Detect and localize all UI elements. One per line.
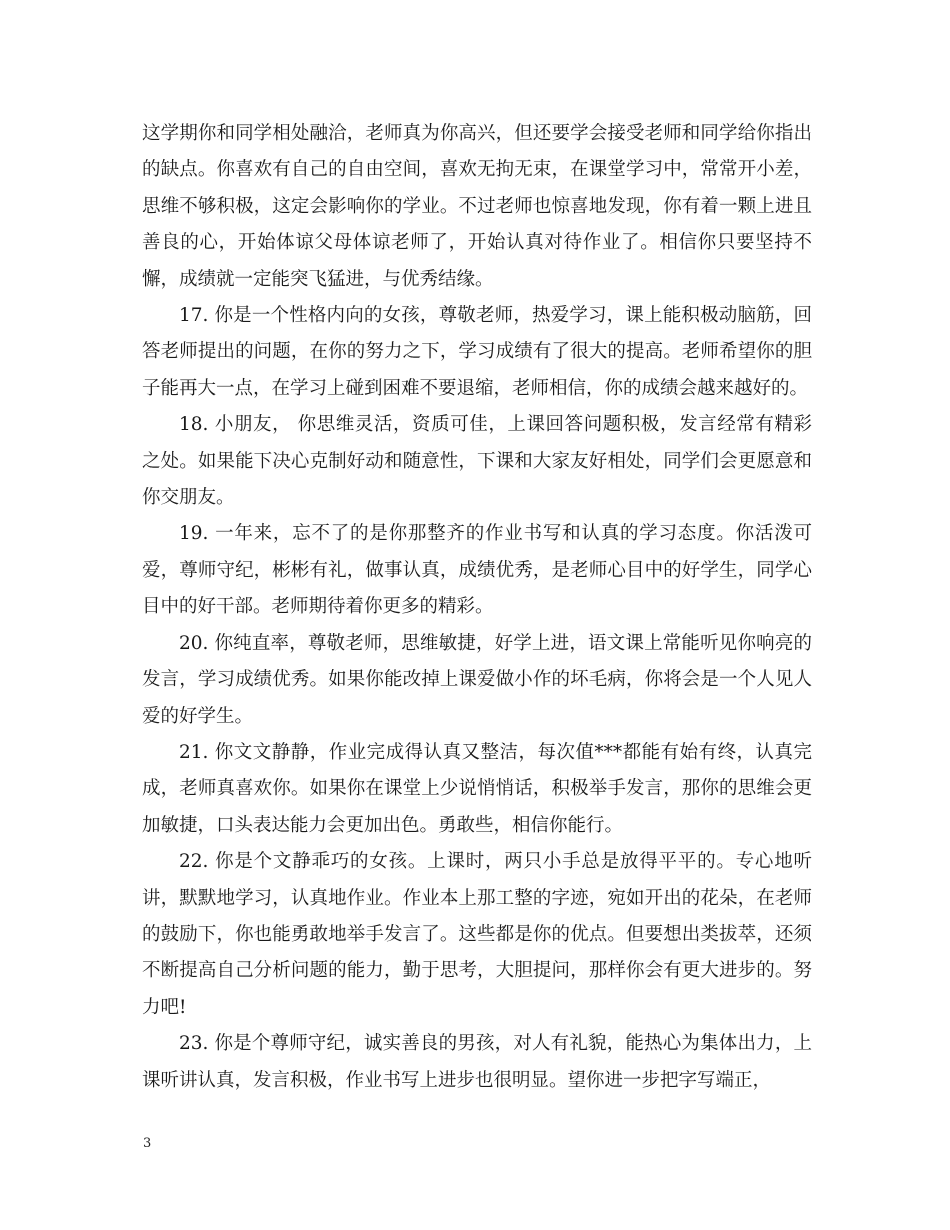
paragraph-item-22: 22. 你是个文静乖巧的女孩。上课时，两只小手总是放得平平的。专心地听讲，默默地学习，认真地作业。作业本上那工整的字迹，宛如开出的花朵，在老师的鼓励下，你也能勇敢地举手发言了。这些都是你的优点。但要想出类拔萃，还须不断提高自己分析问题的能力，勤于思考，大胆提问，那样你会有更大进步的。努力吧! <box>142 851 812 1018</box>
paragraph-continuation: 这学期你和同学相处融洽，老师真为你高兴，但还要学会接受老师和同学给你指出的缺点。你喜欢有自己的自由空间，喜欢无拘无束，在课堂学习中，常常开小差，思维不够积极，这定会影响你的学业。不过老师也惊喜地发现，你有着一颗上进且善良的心，开始体谅父母体谅老师了，开始认真对待作业了。相信你只要坚持不懈，成绩就一定能突飞猛进，与优秀结缘。 <box>142 123 812 290</box>
paragraph-item-20: 20. 你纯直率，尊敬老师，思维敏捷，好学上进，语文课上常能听见你响亮的发言，学习成绩优秀。如果你能改掉上课爱做小作的坏毛病，你将会是一个人见人爱的好学生。 <box>142 632 812 727</box>
paragraph-item-19: 19. 一年来，忘不了的是你那整齐的作业书写和认真的学习态度。你活泼可爱，尊师守纪，彬彬有礼，做事认真，成绩优秀，是老师心目中的好学生，同学心目中的好干部。老师期待着你更多的精彩。 <box>142 523 812 618</box>
page-number: 3 <box>143 1136 152 1151</box>
paragraph-item-21: 21. 你文文静静，作业完成得认真又整洁，每次值***都能有始有终，认真完成，老师真喜欢你。如果你在课堂上少说悄悄话，积极举手发言，那你的思维会更加敏捷，口头表达能力会更加出色。勇敢些，相信你能行。 <box>142 741 812 836</box>
paragraph-item-23: 23. 你是个尊师守纪，诚实善良的男孩，对人有礼貌，能热心为集体出力，上课听讲认真，发言积极，作业书写上进步也很明显。望你进一步把字写端正， <box>142 1033 812 1091</box>
document-body <box>142 116 812 1099</box>
paragraph-item-17: 17. 你是一个性格内向的女孩，尊敬老师，热爱学习，课上能积极动脑筋，回答老师提出的问题，在你的努力之下，学习成绩有了很大的提高。老师希望你的胆子能再大一点，在学习上碰到困难不要退缩，老师相信，你的成绩会越来越好的。 <box>142 305 812 399</box>
paragraph-item-18: 18. 小朋友， 你思维灵活，资质可佳，上课回答问题积极，发言经常有精彩之处。如果能下决心克制好动和随意性，下课和大家友好相处，同学们会更愿意和你交朋友。 <box>142 414 812 509</box>
